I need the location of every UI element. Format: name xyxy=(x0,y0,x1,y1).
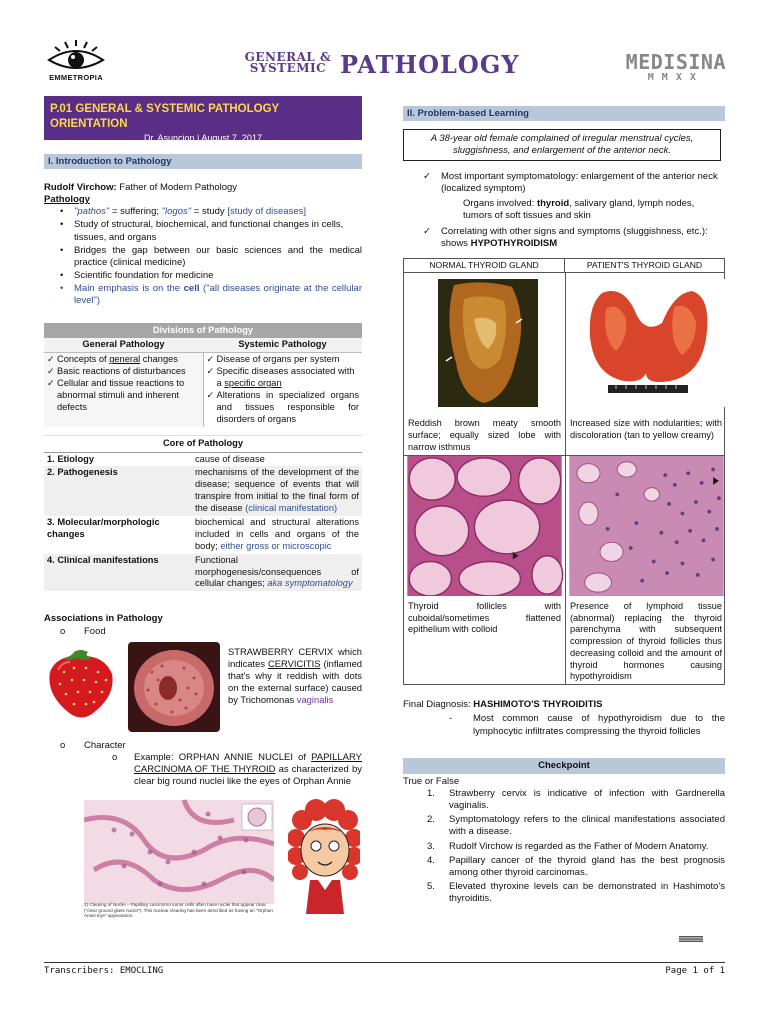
general-pathology-cell: ✓ Concepts of general changes ✓ Basic reactions of disturbances ✓ Cellular and tissue reactions to abnormal stimuli and inherent defects xyxy=(44,353,203,427)
table-row: 1. Etiology cause of disease xyxy=(47,453,265,464)
food-label: o Food xyxy=(60,625,106,637)
eye-icon xyxy=(45,38,107,72)
food-association xyxy=(44,642,362,732)
orphan-annie-text: o Example: ORPHAN ANNIE NUCLEI of PAPILLARY CARCINOMA OF THE THYROID as characterized by clear big round nuclei like the eyes of Orphan Annie xyxy=(112,751,362,788)
thyroid-comparison-table xyxy=(403,258,725,685)
left-column xyxy=(44,96,362,920)
strawberry-cervix-text: STRAWBERRY CERVIX which indicates CERVICITIS (inflamed that's why it reddish with dots on the external surface) caused by Trichomonas vaginalis xyxy=(228,645,362,705)
checkpoint-questions xyxy=(403,788,725,905)
section-heading-pbl: II. Problem-based Learning xyxy=(403,106,725,121)
list-item: • Study of structural, biochemical, and functional changes in cells, tissues, and organs xyxy=(74,219,362,243)
list-item: • Scientific foundation for medicine xyxy=(74,270,362,282)
systemic-pathology-cell: ✓ Disease of organs per system ✓ Specific diseases associated with a specific organ ✓ Alterations in specialized organs and tissues responsible for disorders of organs xyxy=(203,353,362,427)
list-item: ✓ Most important symptomatology: enlargement of the anterior neck (localized symptom) xyxy=(423,171,725,195)
true-false-label: True or False xyxy=(403,775,460,787)
table-row: 4. Clinical manifestations Functional morphogenesis/consequences of cellular changes; aka symptomatology xyxy=(44,554,362,592)
list-item: • Bridges the gap between our basic sciences and the medical practice (clinical medicine) xyxy=(74,245,362,269)
list-item: 4. Papillary cancer of the thyroid gland has the best prognosis among other thyroid carcinomas. xyxy=(427,854,725,878)
list-item: 1. Strawberry cervix is indicative of infection with Gardnerella vaginalis. xyxy=(427,788,725,812)
core-pathology-table xyxy=(44,435,362,592)
page-header xyxy=(40,38,730,86)
general-pathology-header: General Pathology xyxy=(44,338,203,352)
organs-involved: Organs involved: thyroid, salivary gland, lymph nodes, tumors of soft tissues and skin xyxy=(463,197,695,221)
normal-thyroid-micro-image xyxy=(404,456,565,596)
checkpoint-heading: Checkpoint xyxy=(403,758,725,774)
micro-caption: 2) Clearing of Nuclei – Papillary carcinoma tumor cells often have nuclei that appear clear ("clear ground glass nuclei"). This nuclear clearing has been described as having an "Orphan Annie Eye" appearance. xyxy=(84,902,273,918)
list-item: ✓ Correlating with other signs and symptoms (sluggishness, etc.): shows HYPOTHYROIDISM xyxy=(423,226,725,250)
patient-thyroid-header: PATIENT'S THYROID GLAND xyxy=(564,259,724,273)
papillary-carcinoma-image xyxy=(84,796,274,908)
strawberry-image xyxy=(44,648,118,720)
patient-thyroid-gross-image xyxy=(566,273,727,413)
medisina-logo xyxy=(626,52,726,83)
virchow-line: Rudolf Virchow: Father of Modern Pathology xyxy=(44,182,238,193)
list-item: 2. Symptomatology refers to the clinical manifestations associated with a disease. xyxy=(427,814,725,838)
patient-gross-text: Increased size with nodularities; with discoloration (tan to yellow creamy) xyxy=(570,418,722,441)
right-column xyxy=(403,106,725,907)
final-diagnosis: Final Diagnosis: HASHIMOTO'S THYROIDITIS xyxy=(403,699,603,711)
header-title xyxy=(240,52,540,86)
strawberry-cervix-image xyxy=(128,642,220,732)
pbl-checklist xyxy=(403,171,725,250)
core-title: Core of Pathology xyxy=(44,435,362,452)
character-label: o Character xyxy=(60,739,126,751)
pathology-bullets xyxy=(44,206,362,307)
character-association xyxy=(44,796,362,920)
patient-thyroid-micro-image xyxy=(566,456,727,596)
divisions-table xyxy=(44,323,362,427)
table-row: 2. Pathogenesis mechanisms of the development of the disease; sequence of events that will transpire from initial to the final form of the disease (clinical manifestation) xyxy=(44,466,362,516)
logo-caption: EMMETROPIA xyxy=(49,73,103,82)
title-big: PATHOLOGY xyxy=(340,50,520,79)
document-title-banner xyxy=(44,96,362,144)
brand-sub: MMXX xyxy=(647,72,704,83)
divisions-title: Divisions of Pathology xyxy=(44,323,362,339)
document-title: P.01 GENERAL & SYSTEMIC PATHOLOGY ORIENTATION xyxy=(50,103,280,130)
list-item: 5. Elevated thyroxine levels can be demonstrated in Hashimoto's thyroiditis. xyxy=(427,881,725,905)
table-row: 3. Molecular/morphologic changes biochemical and structural alterations included in cells and organs of the body; either gross or microscopic xyxy=(47,517,359,551)
brand-name: MEDISINA xyxy=(625,50,726,74)
transcribers: Transcribers: EMOCLING xyxy=(44,966,164,976)
page-number: Page 1 of 1 xyxy=(665,966,725,976)
normal-thyroid-gross-image xyxy=(404,273,565,413)
decorative-bars-icon xyxy=(679,936,703,942)
case-description: A 38-year old female complained of irregular menstrual cycles, sluggishness, and enlargement of the anterior neck. xyxy=(403,129,721,161)
list-item: • Main emphasis is on the cell ("all diseases originate at the cellular level") xyxy=(74,283,362,307)
list-item: • "pathos" = suffering; "logos" = study [study of diseases] xyxy=(74,206,362,218)
author-date: Dr. Asuncion | August 7, 2017 xyxy=(144,133,262,144)
emmetropia-logo xyxy=(40,38,112,86)
section-heading-intro: I. Introduction to Pathology xyxy=(44,154,362,169)
systemic-pathology-header: Systemic Pathology xyxy=(203,338,362,352)
page-footer xyxy=(44,962,725,976)
patient-micro-text: Presence of lymphoid tissue (abnormal) replacing the thyroid parenchyma with subsequent compression of thyroid follicles thus decreasing colloid and the amount of thyroid hormones causing hypothyroidism xyxy=(570,600,722,682)
final-diagnosis-note: - Most common cause of hypothyroidism due to the lymphocytic infiltrates compressing the thyroid follicles xyxy=(449,713,725,737)
normal-thyroid-header: NORMAL THYROID GLAND xyxy=(404,259,564,273)
title-small: GENERAL & SYSTEMIC xyxy=(244,50,332,75)
orphan-annie-image xyxy=(288,798,360,916)
list-item: 3. Rudolf Virchow is regarded as the Father of Modern Anatomy. xyxy=(427,840,709,852)
pathology-label: Pathology xyxy=(44,194,90,206)
normal-gross-text: Reddish brown meaty smooth surface; equally sized lobe with narrow isthmus xyxy=(408,418,561,452)
associations-heading: Associations in Pathology xyxy=(44,613,163,625)
normal-micro-text: Thyroid follicles with cuboidal/sometimes flattened epithelium with colloid xyxy=(408,600,561,635)
